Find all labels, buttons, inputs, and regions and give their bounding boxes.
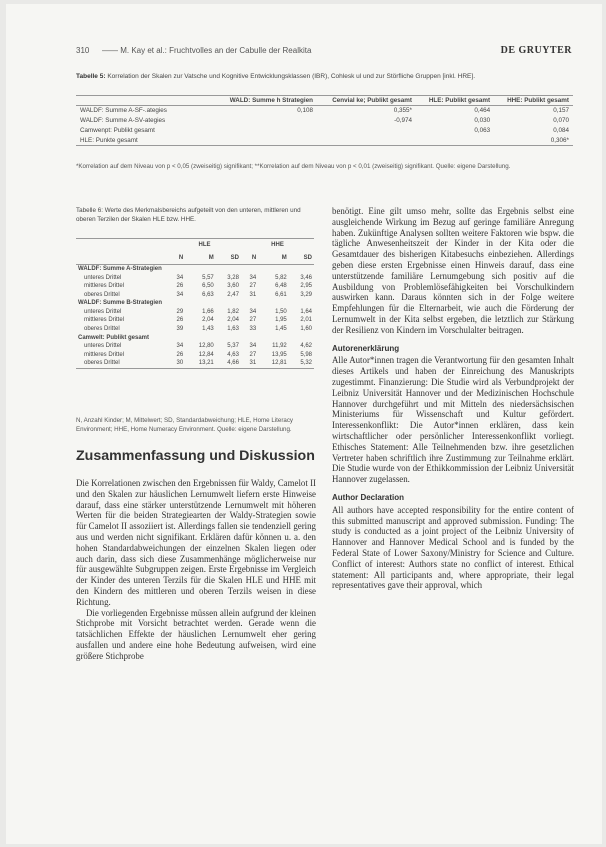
table-row: mittleres Drittel 26 12,84 4,63 27 13,95 5,98 (84, 351, 312, 358)
subheading-autoren: Autorenerklärung (332, 343, 400, 353)
table-row: mittleres Drittel 26 2,04 2,04 27 1,95 2,01 (84, 317, 312, 324)
table-row: unteres Drittel 29 1,66 1,82 34 1,50 1,64 (84, 308, 312, 315)
table5-header: HHE: Publikt gesamt (494, 96, 573, 106)
paragraph: Die Korrelationen zwischen den Ergebnissen für Waldy, Camelot II und den Skalen zur häuslichen Lernumwelt liefern erste Hinweise darauf, dass eine stärker unterstützende Lernumwelt mit höheren Werten für die beiden Strategiearten der Waldy-Strategien sowie für Camelot II assoziiert ist. Allerdings fallen sie tendenziell gering aus und werden nicht signifikant. Erklären dafür können u. a. den hohen Standardabweichungen der einzelnen Skalen liegen oder auch darin, dass sich diese Zusammenhänge möglicherweise nur für ausgewählte Subgruppen zeigen. Erste Ergebnisse im Vergleich der Kinder des unteren Terzils für die Skalen HLE und HHE mit den Kindern des mittleren und oberen Terzils weisen in diese Richtung. (76, 478, 316, 607)
left-column (76, 478, 316, 662)
paragraph: benötigt. Eine gilt umso mehr, sollte das Ergebnis selbst eine ausgleichende Wirkung im Bezug auf geringe familiäre Anregung haben. Zukünftige Analysen sollten weitere Faktoren wie bspw. die tägliche Anwesenheitszeit der Kinder in der Kita oder die Gesamtdauer des bisherigen Kitabesuchs einbeziehen. Allerdings geben diese ersten Ergebnisse einen Hinweis darauf, dass eine unterstützende familiäre Lernumgebung sich positiv auf die Ausbildung von Problemlösefähigkeiten bei Vorschulkindern auswirken kann. Daraus könnten sich in der Folge weitere Empfehlungen für die Elternarbeit, wie auch die Förderung der Lernumwelt in der Kita selbst ergeben, die letztlich zur Stärkung der Resilienz von Kindern im Vorschulalter beitragen. (332, 206, 574, 335)
page-number: 310 (76, 46, 90, 55)
table-row: oberes Drittel 34 6,63 2,47 31 6,61 3,29 (84, 291, 312, 298)
table6-section-row: Camwelt: Publikt gesamt (78, 334, 150, 341)
table6-body (76, 264, 314, 368)
table5-caption: Tabelle 5: Korrelation der Skalen zur Vatsche und Kognitive Entwicklungsklassen (IBR), Cohlesk ul und zur Störfliche Gruppen [inkl. HRE]. (76, 73, 475, 80)
paragraph: Die vorliegenden Ergebnisse müssen allein aufgrund der kleinen Stichprobe mit Vorsicht betrachtet werden. Gerade wenn die tatsächlichen Effekte der häuslichen Lernumwelt eher gering ausfallen und andere eine hohe Bedeutung aufweisen, wird eine größere Stichprobe (76, 607, 316, 661)
table6-caption: Tabelle 6: Werte des Merkmalsbereichs aufgeteilt von den unteren, mittleren und oberen Terzilen der Skalen HLE bzw. HHE. (76, 207, 301, 223)
table6-col-header: M (185, 251, 216, 264)
table6-col-header: SD (216, 251, 241, 264)
paragraph: Alle Autor*innen tragen die Verantwortung für den gesamten Inhalt dieses Artikels und haben der Einreichung des Manuskripts zugestimmt. Finanzierung: Die Studie wird als Verbundprojekt der Leibniz Universität Hannover und der Medizinischen Hochschule Hannover durchgeführt und mit Mitteln des niedersächsischen Ministeriums für Wissenschaft und Kultur gefördert. Interessenkonflikt: Die Autor*innen erklären, dass kein wirtschaftlicher oder persönlicher Interessenkonflikt vorliegt. Ethisches Statement: Alle Teilnehmenden bzw. ihre gesetzlichen Vertreter haben schriftlich ihre Zustimmung zur Teilnahme erklärt. Die Studie wurde von der Ethikkommission der Leibniz Universität Hannover zugelassen. (332, 355, 574, 485)
table6-col-header: N (241, 251, 258, 264)
journal-page (6, 4, 602, 844)
table-row: unteres Drittel 34 5,57 3,28 34 5,82 3,46 (84, 274, 312, 281)
table6-col-header: N (168, 251, 185, 264)
table6-col-header: M (258, 251, 289, 264)
table5-note: *Korrelation auf dem Niveau von p < 0,05 (zweiseitig) signifikant; **Korrelation auf dem Niveau von p < 0,01 (zweiseitig) signifikant. Quelle: eigene Darstellung. (76, 163, 511, 170)
table-row: oberes Drittel 30 13,21 4,66 31 12,81 5,32 (76, 359, 314, 368)
paragraph: All authors have accepted responsibility for the entire content of this submitted manuscript and approved submission. Funding: The study is conducted as a joint project of the Leibniz University of Hannover and Hannover Medical School and is funded by the Federal State of Lower Saxony/Ministry for Science and Culture. Conflict of interest: Authors state no conflict of interest. Ethical statement: All participants and, where appropriate, their legal representatives gave their approval, which (332, 504, 574, 591)
right-column (332, 206, 574, 591)
table5 (76, 95, 573, 146)
table-row: Camwenpt: Publikt gesamt 0,063 0,084 (80, 126, 569, 134)
section-title: Zusammenfassung und Diskussion (76, 448, 315, 464)
running-header (76, 46, 572, 60)
table5-header: Cenvial ke; Publikt gesamt (317, 96, 416, 106)
table5-header (76, 96, 214, 106)
table-row: mittleres Drittel 26 6,50 3,60 27 6,48 2,95 (84, 283, 312, 290)
table6 (76, 238, 314, 369)
table-row: HLE: Punkte gesamt 0,306* (76, 135, 573, 145)
table-row: WALDF: Summe A-SV-ategies -0,974 0,030 0,070 (80, 117, 569, 125)
table6-col-header: SD (289, 251, 314, 264)
table-row: oberes Drittel 39 1,43 1,63 33 1,45 1,60 (84, 325, 312, 332)
table5-header: WALD: Summe h Strategien (214, 96, 317, 106)
publisher-logo: DE GRUYTER (500, 45, 572, 56)
table6-group-header: HLE (168, 239, 241, 252)
table-row: WALDF: Summe A-SF-.ategies 0,108 0,355* 0,464 0,157 (80, 107, 569, 115)
running-title: —— M. Kay et al.: Fruchtvolles an der Cabulle der Realkita (102, 46, 312, 55)
table6-note: N, Anzahl Kinder; M, Mittelwert; SD, Standardabweichung; HLE, Home Literacy Environment; HHE, Home Numeracy Environment. Quelle: eigene Darstellung. (76, 417, 294, 433)
table6-section-row: WALDF: Summe B-Strategien (78, 300, 163, 307)
table6-group-header: HHE (241, 239, 314, 252)
subheading-author: Author Declaration (332, 492, 405, 502)
table-row: unteres Drittel 34 12,80 5,37 34 11,92 4,62 (84, 343, 312, 350)
table6-section-row: WALDF: Summe A-Strategien (78, 266, 162, 273)
table5-header: HLE: Publikt gesamt (416, 96, 494, 106)
